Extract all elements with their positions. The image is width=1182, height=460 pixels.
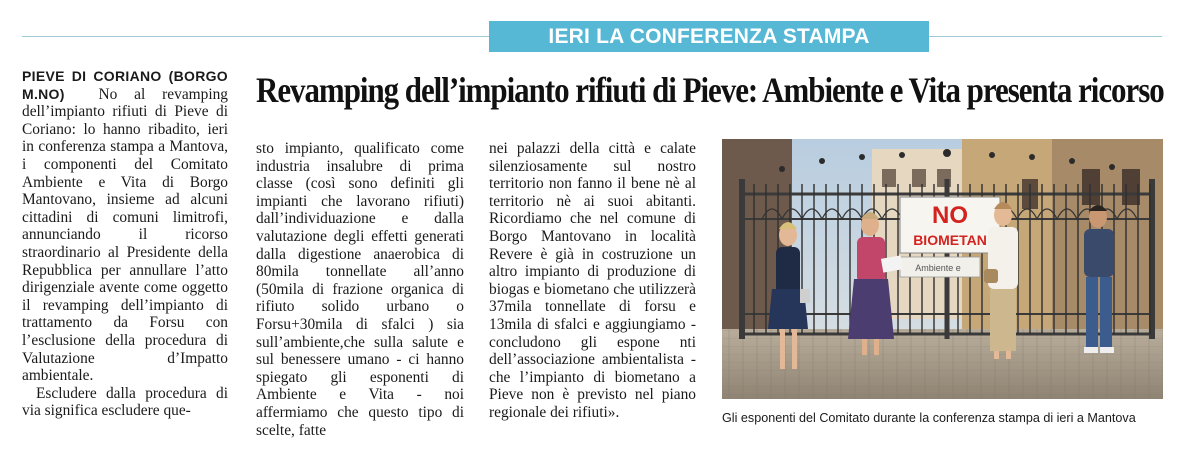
section-kicker-text: IERI LA CONFERENZA STAMPA	[548, 24, 870, 48]
banner-text-no: NO	[932, 202, 968, 229]
article-photo	[722, 139, 1163, 399]
article-column-2	[256, 140, 464, 439]
photo-caption: Gli esponenti del Comitato durante la conferenza stampa di ieri a Mantova	[722, 411, 1136, 425]
article-headline: Revamping dell’impianto rifiuti di Pieve: Ambiente e Vita presenta ricorso	[256, 70, 1164, 110]
article-paragraph-1-text: No al revamping dell’impianto rifiuti di Pieve di Coriano: lo hanno ribadito, ieri in conferenza stampa a Mantova, i componenti del Comitato Ambiente e Vita di Borgo Mantovano, insieme ad alcuni cittadini di comuni limitrofi, annunciando il ricorso straordinario al Presidente della Repubblica per annullare l’atto dirigenziale avente come oggetto il revamping dell’impianto di trattamento da Forsu con l’esclusione della procedura di Valutazione d’Impatto ambientale.	[22, 85, 228, 385]
photo-illustration	[722, 139, 1163, 399]
article-paragraph-2: Escludere dalla procedura di via significa escludere que-	[22, 384, 228, 420]
banner-text-biometan: BIOMETAN	[913, 232, 987, 248]
article-column-1	[22, 68, 228, 420]
section-kicker	[489, 21, 929, 52]
banner-text-small: Ambiente e	[915, 263, 961, 273]
article-dateline: PIEVE DI CORIANO (BORGO M.NO)	[22, 68, 228, 102]
article-paragraph-1	[22, 68, 228, 385]
article-column-2-text: sto impianto, qualificato come industria insalubre di prima classe (così sono definiti gli impianti che lavorano rifiuti) dall’individuazione e dalla valutazione degli effetti generati dalla digestione anaerobica di 80mila tonnellate all’anno (50mila di frazione organica di rifiuto solido urbano o Forsu+30mila di sfalci ) sia sull’ambiente,che sulla salute e sul benessere umano - ci hanno spiegato gli esponenti di Ambiente e Vita - noi affermiamo che questo tipo di scelte, fatte	[256, 140, 464, 439]
article-column-3	[489, 140, 696, 422]
article-column-3-text: nei palazzi della città e calate silenziosamente sul nostro territorio non fanno il bene nè al territorio nè ai suoi abitanti. Ricordiamo che nel comune di Borgo Mantovano in località Revere è già in costruzione un altro impianto di produzione di biogas e biometano che utilizzerà 37mila tonnellate di forsu e 13mila di sfalci e aggiungiamo - concludono gli espone nti dell’associazione ambientalista - che l’impianto di biometano a Pieve non è previsto nel piano regionale dei rifiuti».	[489, 140, 696, 421]
